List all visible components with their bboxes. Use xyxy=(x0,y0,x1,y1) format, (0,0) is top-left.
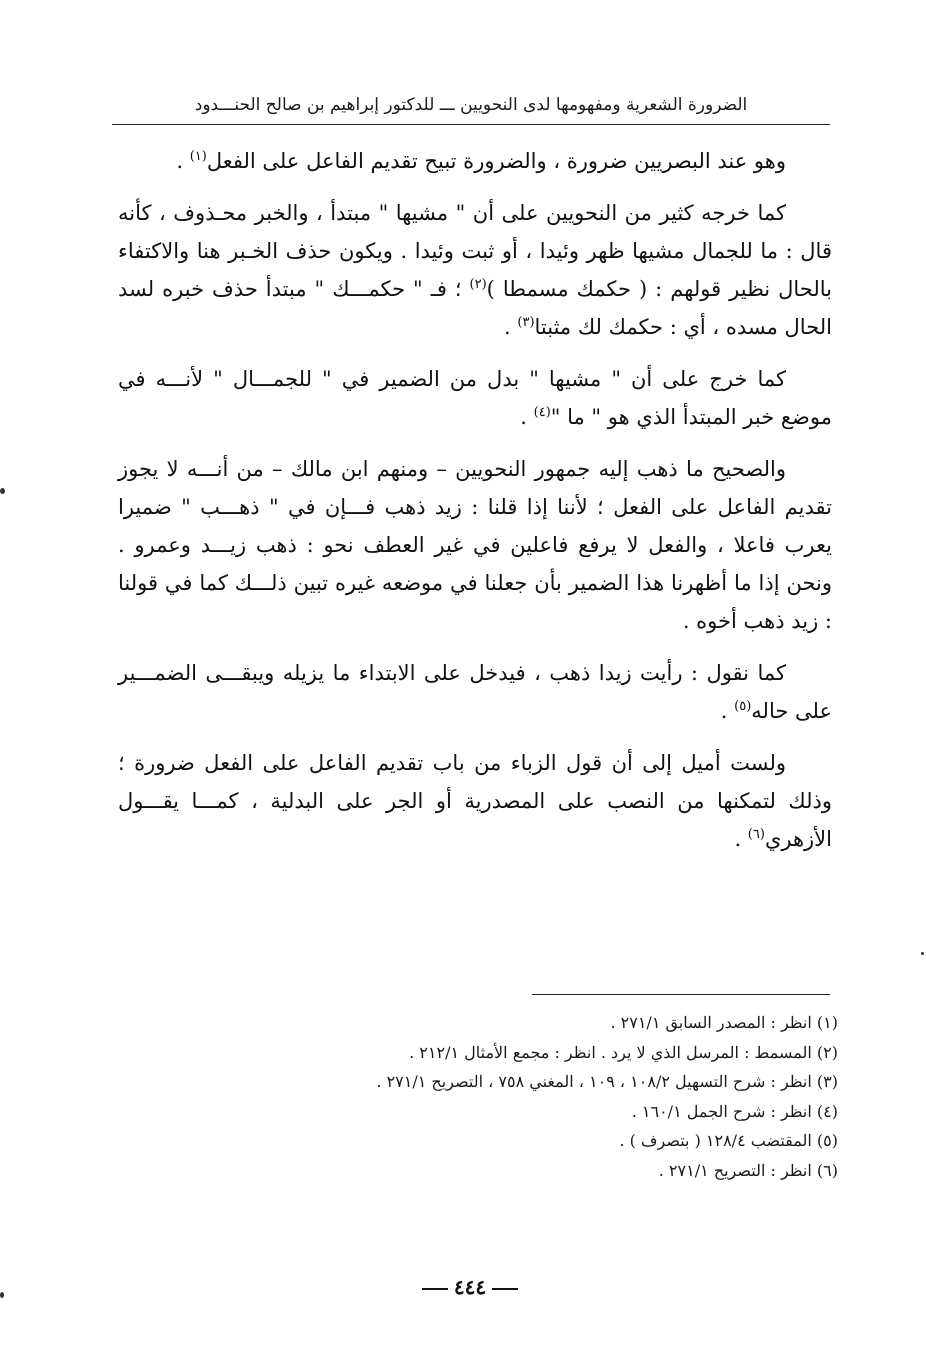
paragraph-2: كما خرجه كثير من النحويين على أن " مشيها " مبتدأ ، والخبر محـذوف ، كأنه قال : ما للجمال مشيها ظهر وئيدا ، أو ثبت وئيدا . ويكون حذف الخـبر هنا والاكتفاء بالحال نظير قولهم : ( حكمك مسمطا )$^{(٢)}$ ؛ فـ " حكمـــك " مبتدأ حذف خبره لسد الحال مسده ، أي : حكمك لك مثبتا$^{(٣)}$ . xyxy=(118,201,832,339)
scan-speck xyxy=(0,1292,4,1298)
scan-speck xyxy=(0,488,5,494)
footnote-2: (٢) المسمط : المرسل الذي لا يرد . انظر : مجمع الأمثال ٢١٢/١ . xyxy=(409,1042,838,1062)
page-number-dash-right xyxy=(422,1288,448,1290)
footnote-5: (٥) المقتضب ١٢٨/٤ ( بتصرف ) . xyxy=(619,1131,838,1150)
paragraph-1: وهو عند البصريين ضرورة ، والضرورة تبيح تقديم الفاعل على الفعل$^{(١)}$ . xyxy=(176,149,786,173)
footnotes xyxy=(150,1008,838,1185)
footnote-ref-3: (٣) xyxy=(517,315,535,330)
header-rule xyxy=(112,124,830,125)
body-text xyxy=(118,142,832,858)
footnote-4: (٤) انظر : شرح الجمل ١٦٠/١ . xyxy=(631,1101,838,1121)
footnote-ref-2: (٢) xyxy=(469,277,487,292)
footnote-ref-5: (٥) xyxy=(734,699,752,714)
paragraph-6: ولست أميل إلى أن قول الزباء من باب تقديم الفاعل على الفعل ضرورة ؛ وذلك لتمكنها من النصب على المصدرية أو الجر على البدلية ، كمـــا يقـــول الأزهري$^{(٦)}$ . xyxy=(118,751,832,851)
footnote-6: (٦) انظر : التصريح ٢٧١/١ . xyxy=(658,1160,838,1180)
footnote-ref-4: (٤) xyxy=(533,405,551,420)
scan-speck xyxy=(921,952,924,955)
page-number: ٤٤٤ xyxy=(400,1272,540,1302)
paragraph-3: كما خرج على أن " مشيها " بدل من الضمير في " للجمـــال " لأنـــه في موضع خبر المبتدأ الذي هو " ما "$^{(٤)}$ . xyxy=(118,367,832,429)
paragraph-5: كما نقول : رأيت زيدا ذهب ، فيدخل على الابتداء ما يزيله ويبقـــى الضمـــير على حاله$^{(٥)}$ . xyxy=(118,661,832,723)
footnote-ref-1: (١) xyxy=(189,149,207,164)
footnote-ref-6: (٦) xyxy=(747,827,765,842)
footnote-1: (١) انظر : المصدر السابق ٢٧١/١ . xyxy=(610,1013,838,1032)
footnote-3: (٣) انظر : شرح التسهيل ١٠٨/٢ ، ١٠٩ ، المغني ٧٥٨ ، التصريح ٢٧١/١ . xyxy=(376,1072,838,1091)
footnote-rule xyxy=(532,994,830,995)
paragraph-4: والصحيح ما ذهب إليه جمهور النحويين – ومنهم ابن مالك – من أنـــه لا يجوز تقديم الفاعل على الفعل ؛ لأننا إذا قلنا : زيد ذهب فـــإن في " ذهـــب " ضميرا يعرب فاعلا ، والفعل لا يرفع فاعلين في غير العطف نحو : ذهب زيـــد وعمرو . ونحن إذا ما أظهرنا هذا الضمير بأن جعلنا في موضعه غيره تبين ذلـــك كما في قولنا : زيد ذهب أخوه . xyxy=(118,457,832,633)
page-number-dash-left xyxy=(492,1288,518,1290)
running-header: الضرورة الشعرية ومفهومها لدى النحويين ـــ للدكتور إبراهيم بن صالح الحنـــدود xyxy=(194,95,748,115)
